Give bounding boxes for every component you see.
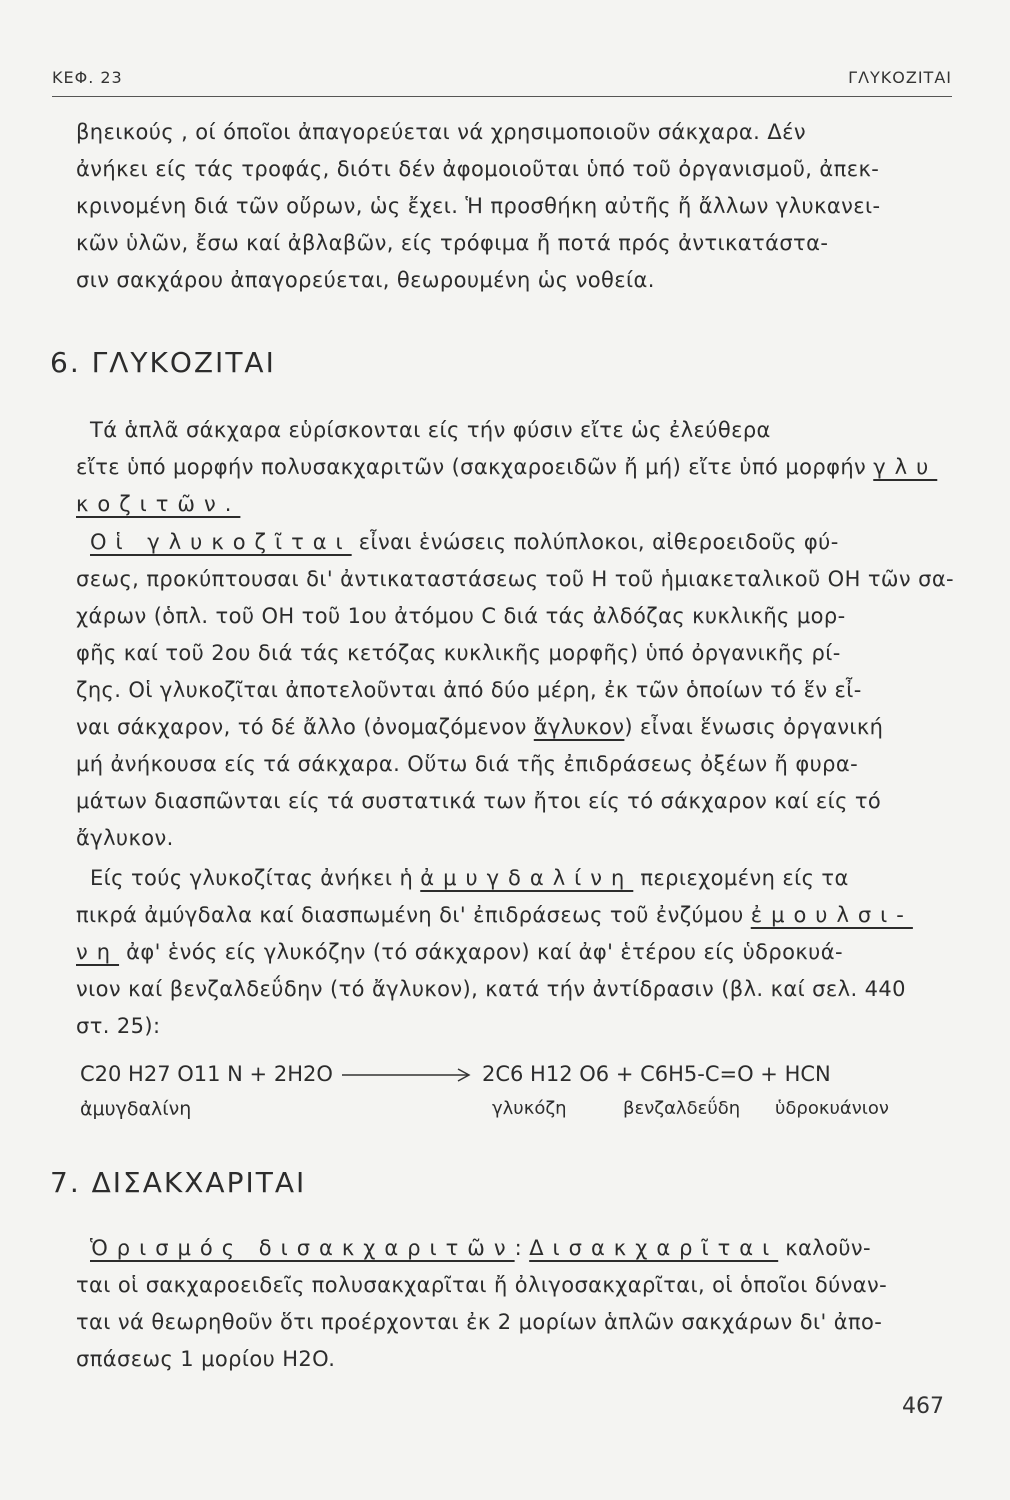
reactant-label: ἀμυγδαλίνη (80, 1098, 192, 1120)
glycosides-intro-paragraph (76, 412, 956, 523)
text-line: Ὁρισμός δισακχαριτῶν: Δισακχαρῖται καλοῦν- (90, 1236, 872, 1260)
text-line: κρινομένη διά τῶν οὔρων, ὡς ἔχει. Ἡ προσθήκη αὐτῆς ἤ ἄλλων γλυκανει- (76, 194, 881, 218)
text-line: σιν σακχάρου ἀπαγορεύεται, θεωρουμένη ὡς νοθεία. (76, 268, 655, 292)
section-heading-7: 7. ΔΙΣΑΚΧΑΡΙΤΑΙ (50, 1166, 307, 1199)
text-line: χάρων (ὁπλ. τοῦ ΟΗ τοῦ 1ου ἀτόμου C διά τάς ἀλδόζας κυκλικῆς μορ- (76, 604, 846, 628)
text-line: ται οἱ σακχαροειδεῖς πολυσακχαρῖται ἤ ὀλιγοσακχαρῖται, οἱ ὁποῖοι δύναν- (76, 1273, 888, 1297)
emulsin-term-continued: νη (76, 940, 120, 964)
text-line: ἄγλυκον. (76, 826, 174, 850)
text-line: νη ἀφ' ἑνός είς γλυκόζην (τό σάκχαρον) καί ἀφ' ἑτέρου είς ὑδροκυά- (76, 940, 843, 964)
products: 2C6 H12 O6 + C6H5-C=O + HCN (482, 1062, 831, 1086)
hydrogen-cyanide-label: ὑδροκυάνιον (775, 1098, 889, 1119)
text-line: ται νά θεωρηθοῦν ὅτι προέρχονται ἐκ 2 μορίων ἁπλῶν σακχάρων δι' ἀπο- (76, 1310, 883, 1334)
text-line: φῆς καί τοῦ 2ου διά τάς κετόζας κυκλικῆς μορφῆς) ὑπό ὀργανικῆς ρί- (76, 641, 841, 665)
glycosides-term: γλυ (873, 455, 938, 479)
text-line: νιον καί βενζαλδεΰδην (τό ἄγλυκον), κατά τήν ἀντίδρασιν (βλ. καί σελ. 440 (76, 977, 906, 1001)
intro-paragraph (76, 114, 956, 299)
text-line: βηεικούς , οί όποῖοι ἀπαγορεύεται νά χρησιμοποιοῦν σάκχαρα. Δέν (76, 120, 806, 144)
text-line: Τά ἁπλᾶ σάκχαρα εὑρίσκονται είς τήν φύσιν εἴτε ὡς ἐλεύθερα (90, 418, 771, 442)
text-line: σπάσεως 1 μορίου H2O. (76, 1347, 336, 1371)
disaccharides-term: Δισακχαρῖται (529, 1236, 779, 1260)
benzaldehyde-label: βενζαλδεΰδη (623, 1098, 741, 1119)
text-line: πικρά ἀμύγδαλα καί διασπωμένη δι' ἐπιδράσεως τοῦ ἐνζύμου ἐμουλσι- (76, 903, 913, 927)
text-line: ναι σάκχαρον, τό δέ ἄλλο (ὀνομαζόμενον ἄγλυκον) εἶναι ἕνωσις ὀργανική (76, 715, 884, 739)
page-number: 467 (902, 1394, 944, 1419)
text-line: μάτων διασπῶνται είς τά συστατικά των ἤτοι είς τό σάκχαρον καί είς τό (76, 789, 882, 813)
definition-heading: Ὁρισμός δισακχαριτῶν (90, 1236, 515, 1260)
text-line: σεως, προκύπτουσαι δι' ἀντικαταστάσεως τοῦ Η τοῦ ἡμιακεταλικοῦ ΟΗ τῶν σα- (76, 567, 955, 591)
header-divider (52, 96, 952, 97)
amygdalin-term: ἀμυγδαλίνη (420, 866, 634, 890)
text-line (76, 486, 956, 523)
text-line: μή ἀνήκουσα είς τά σάκχαρα. Οὕτω διά τῆς ἐπιδράσεως ὀξέων ἤ φυρα- (76, 752, 859, 776)
text-line: κῶν ὑλῶν, ἔσω καί ἀβλαβῶν, είς τρόφιμα ἤ ποτά πρός ἀντικατάστα- (76, 231, 829, 255)
text-line: στ. 25): (76, 1014, 161, 1038)
section-heading-6: 6. ΓΛΥΚΟΖΙΤΑΙ (50, 346, 276, 379)
text-line: Είς τούς γλυκοζίτας ἀνήκει ἡ ἀμυγδαλίνη περιεχομένη είς τα (90, 866, 849, 890)
text-line: ζης. Οἱ γλυκοζῖται ἀποτελοῦνται ἀπό δύο μέρη, ἐκ τῶν ὁποίων τό ἕν εἶ- (76, 678, 862, 702)
amygdalin-paragraph (76, 860, 956, 1045)
chapter-label: ΚΕΦ. 23 (52, 68, 123, 87)
text-line: εἴτε ὑπό μορφήν πολυσακχαριτῶν (σακχαροειδῶν ἤ μή) εἴτε ὑπό μορφήν γλυ (76, 455, 938, 479)
text-line: Οἱ γλυκοζῖται εἶναι ἑνώσεις πολύπλοκοι, αἰθεροειδοῦς φύ- (90, 530, 839, 554)
disaccharides-definition-paragraph (76, 1230, 956, 1378)
reactants: C20 H27 O11 N + 2H2O (80, 1062, 333, 1086)
running-title: ΓΛΥΚΟΖΙΤΑΙ (848, 68, 952, 87)
aglycone-term: ἄγλυκον (533, 715, 625, 739)
glycosides-definition-paragraph (76, 524, 956, 857)
glucose-label: γλυκόζη (492, 1098, 567, 1119)
amygdalin-hydrolysis-reaction (80, 1054, 960, 1134)
text-line: ἀνήκει είς τάς τροφάς, διότι δέν ἀφομοιοῦται ὑπό τοῦ ὀργανισμοῦ, ἀπεκ- (76, 157, 880, 181)
glycosides-defined-term: Οἱ γλυκοζῖται (90, 530, 352, 554)
glycosides-term-continued: κοζιτῶν. (76, 492, 241, 516)
page-header (52, 68, 952, 88)
emulsin-term: ἐμουλσι- (750, 903, 913, 927)
